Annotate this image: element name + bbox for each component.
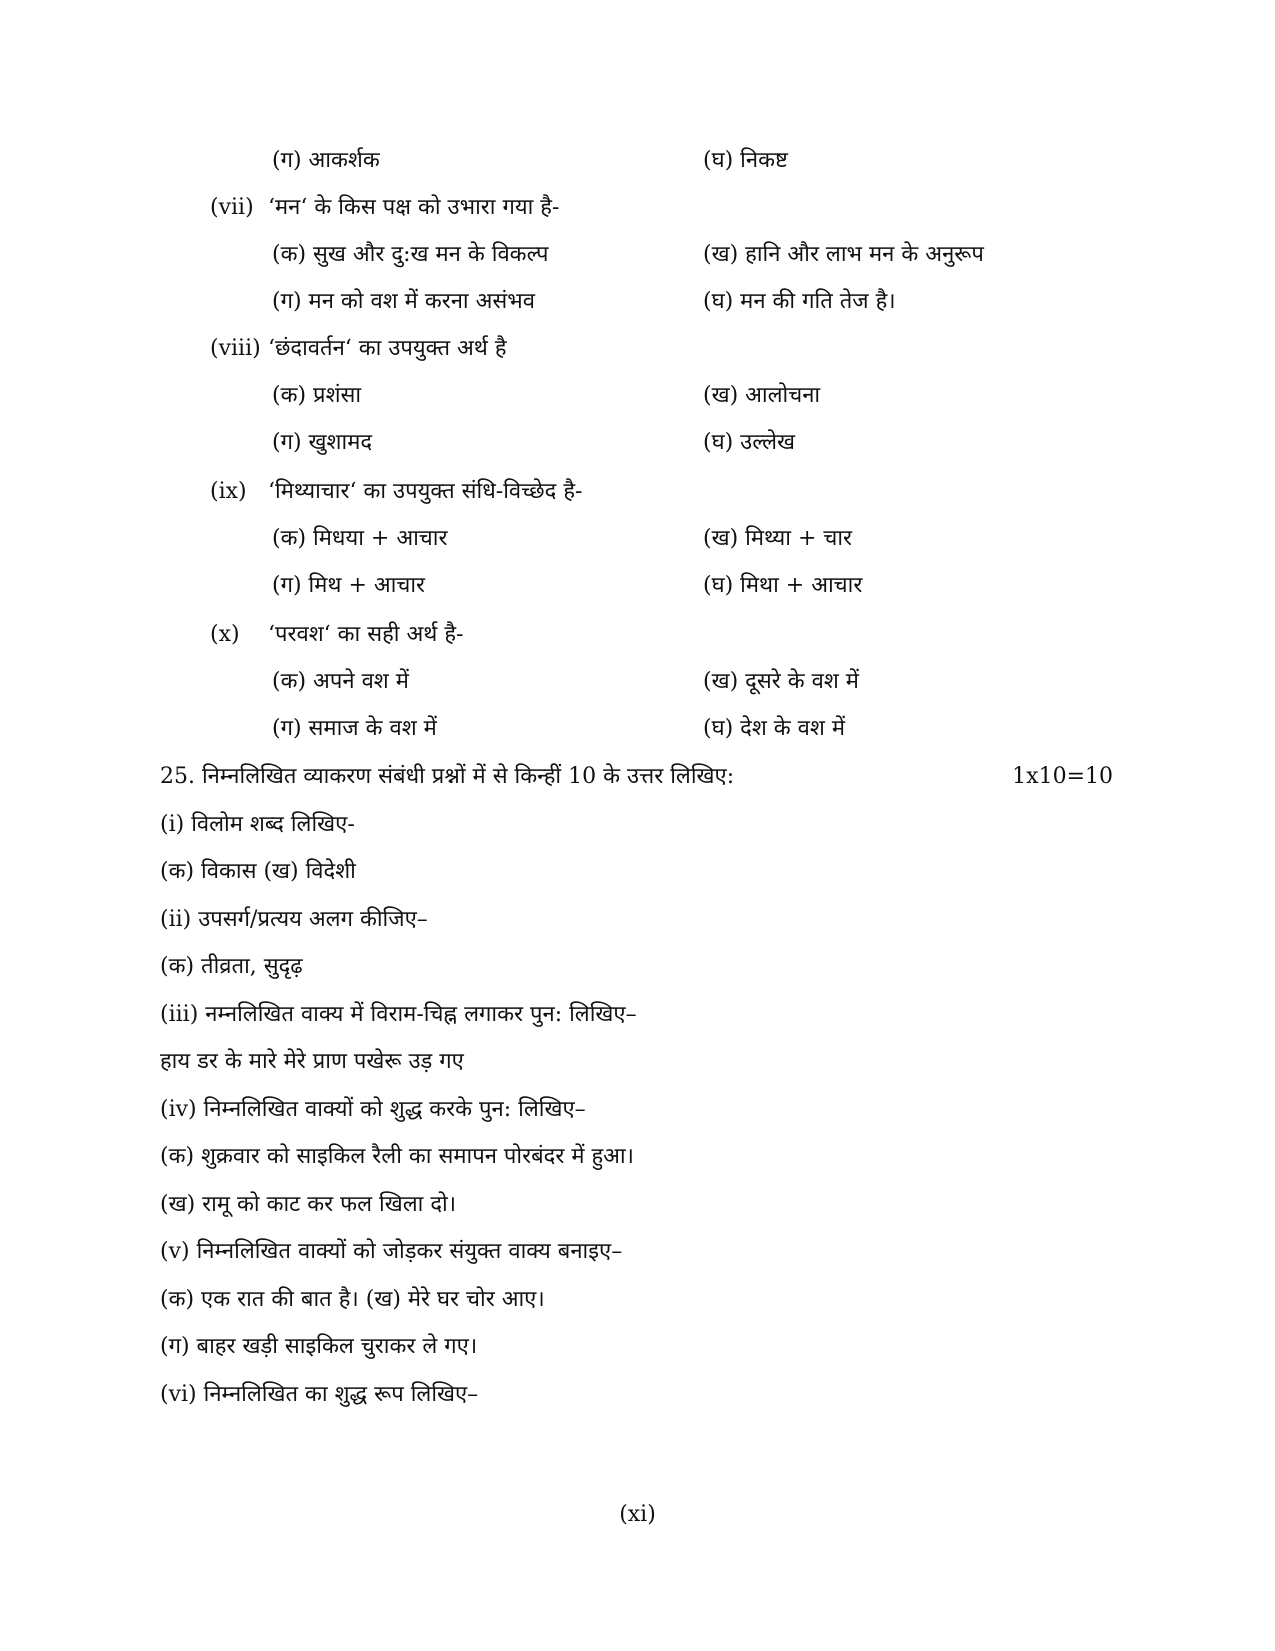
sub-question-number: (viii) xyxy=(210,336,261,361)
option: (ग) खुशामद xyxy=(272,430,373,455)
q25-line: (ii) उपसर्ग/प्रत्यय अलग कीजिए– xyxy=(160,907,428,932)
sub-question-number: (ix) xyxy=(210,479,247,504)
question-25 xyxy=(160,762,1113,792)
option: (ग) आकर्शक xyxy=(272,148,380,173)
option: (घ) मिथा + आचार xyxy=(703,573,863,598)
sub-question-text: ‘मिथ्याचार‘ का उपयुक्त संधि-विच्छेद है- xyxy=(268,479,583,504)
option: (ग) मन को वश में करना असंभव xyxy=(272,289,535,314)
question-text: 25. निम्नलिखित व्याकरण संबंधी प्रश्नों में से किन्हीं 10 के उत्तर लिखिए: xyxy=(160,764,735,789)
option: (ग) मिथ + आचार xyxy=(272,573,426,598)
option: (क) प्रशंसा xyxy=(272,383,362,408)
option: (क) अपने वश में xyxy=(272,669,409,694)
option: (ख) आलोचना xyxy=(703,383,821,408)
option: (ख) हानि और लाभ मन के अनुरूप xyxy=(703,242,984,267)
option: (घ) उल्लेख xyxy=(703,430,796,455)
q25-line: (vi) निम्नलिखित का शुद्ध रूप लिखिए– xyxy=(160,1382,479,1407)
q25-line: (क) तीव्रता, सुदृढ़ xyxy=(160,954,303,979)
q25-line: हाय डर के मारे मेरे प्राण पखेरू उड़ गए xyxy=(160,1049,464,1074)
sub-question-number: (vii) xyxy=(210,195,254,220)
sub-question-number: (x) xyxy=(210,622,240,647)
option: (घ) मन की गति तेज है। xyxy=(703,289,896,314)
option: (घ) देश के वश में xyxy=(703,716,846,741)
q25-line: (क) विकास (ख) विदेशी xyxy=(160,859,356,884)
q25-line: (v) निम्नलिखित वाक्यों को जोड़कर संयुक्त वाक्य बनाइए– xyxy=(160,1239,623,1264)
sub-question-text: ‘मन‘ के किस पक्ष को उभारा गया है- xyxy=(268,195,560,220)
q25-line: (क) शुक्रवार को साइकिल रैली का समापन पोरबंदर में हुआ। xyxy=(160,1144,634,1169)
option: (ग) समाज के वश में xyxy=(272,716,437,741)
q25-line: (i) विलोम शब्द लिखिए- xyxy=(160,812,355,837)
q25-line: (iv) निम्नलिखित वाक्यों को शुद्ध करके पुन: लिखिए– xyxy=(160,1097,586,1122)
option: (क) सुख और दु:ख मन के विकल्प xyxy=(272,242,549,267)
q25-line: (ग) बाहर खड़ी साइकिल चुराकर ले गए। xyxy=(160,1334,478,1359)
q25-line: (क) एक रात की बात है। (ख) मेरे घर चोर आए। xyxy=(160,1287,545,1312)
option: (घ) निकष्ट xyxy=(703,148,788,173)
q25-line: (iii) नम्नलिखित वाक्य में विराम-चिह्न लगाकर पुन: लिखिए– xyxy=(160,1002,637,1027)
q25-line: (ख) रामू को काट कर फल खिला दो। xyxy=(160,1192,457,1217)
page-number: (xi) xyxy=(619,1502,656,1527)
sub-question-text: ‘छंदावर्तन‘ का उपयुक्त अर्थ है xyxy=(268,336,507,361)
option: (ख) मिथ्या + चार xyxy=(703,526,853,551)
sub-question-text: ‘परवश‘ का सही अर्थ है- xyxy=(268,622,464,647)
option: (क) मिधया + आचार xyxy=(272,526,448,551)
marks: 1x10=10 xyxy=(1012,764,1113,789)
option: (ख) दूसरे के वश में xyxy=(703,669,859,694)
